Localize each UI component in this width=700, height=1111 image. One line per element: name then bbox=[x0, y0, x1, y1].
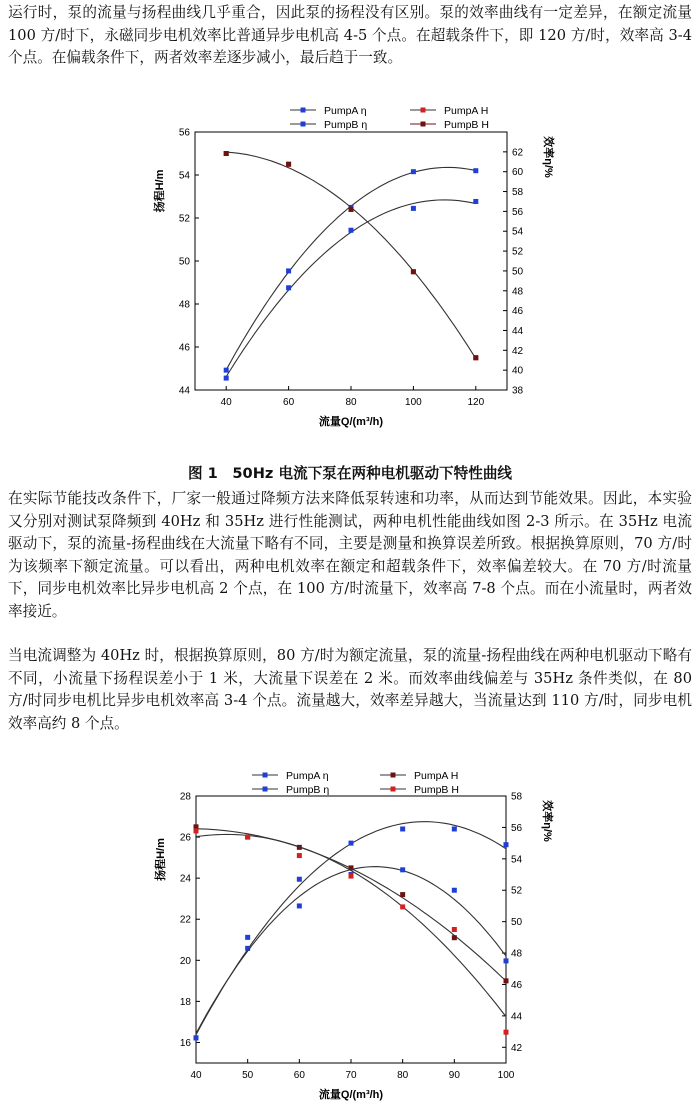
y2-tick-label: 50 bbox=[512, 266, 524, 278]
y2-axis-label: 效率η/% bbox=[541, 800, 553, 842]
data-point bbox=[194, 1035, 199, 1040]
legend-label: PumpA H bbox=[444, 105, 489, 117]
legend-swatch-marker bbox=[391, 787, 396, 792]
data-point bbox=[194, 828, 199, 833]
legend-swatch-marker bbox=[301, 108, 306, 113]
data-point bbox=[286, 162, 291, 167]
series-curve bbox=[226, 200, 476, 377]
legend-swatch-marker bbox=[301, 122, 306, 127]
x-axis-label: 流量Q/(m³/h) bbox=[318, 1089, 384, 1101]
data-point bbox=[411, 169, 416, 174]
data-point bbox=[452, 927, 457, 932]
y-tick-label: 16 bbox=[179, 1037, 191, 1049]
data-point bbox=[411, 206, 416, 211]
data-point bbox=[297, 903, 302, 908]
y-axis-label: 扬程H/m bbox=[154, 169, 166, 213]
data-point bbox=[224, 376, 229, 381]
legend-swatch-marker bbox=[421, 108, 426, 113]
data-point bbox=[473, 199, 478, 204]
plot-frame bbox=[196, 796, 506, 1063]
figure-2 bbox=[0, 758, 700, 1111]
data-point bbox=[245, 835, 250, 840]
y2-tick-label: 38 bbox=[512, 385, 524, 397]
y-tick-label: 26 bbox=[179, 832, 191, 844]
data-point bbox=[452, 888, 457, 893]
data-point bbox=[400, 867, 405, 872]
paragraph-1: 运行时，泵的流量与扬程曲线几乎重合，因此泵的扬程没有区别。泵的效率曲线有一定差异，在额定流量 100 方/时下，永磁同步电机效率比普通异步电机高 4-5 个点。在超载条件下，即 120 方/时，效率高 3-4 个点。在偏载条件下，两者效率差逐步减小，最后趋于一致。 bbox=[8, 4, 692, 66]
paragraph-3: 当电流调整为 40Hz 时，根据换算原则，80 方/时为额定流量，泵的流量-扬程曲线在两种电机驱动下略有不同，小流量下扬程误差小于 1 米，大流量下误差在 2 米。而效率曲线偏差与 35Hz 条件类似，在 80 方/时同步电机比异步电机效率高 3-4 个点。流量越大，效率差异越大，当流量达到 110 方/时，同步电机效率高约 8 个点。 bbox=[8, 647, 692, 732]
legend-label: PumpB H bbox=[414, 784, 459, 796]
paragraph-2: 在实际节能技改条件下，厂家一般通过降频方法来降低泵转速和功率，从而达到节能效果。因此，本实验又分别对测试泵降频到 40Hz 和 35Hz 进行性能测试，两种电机性能曲线如图 2-3 所示。在 35Hz 电流驱动下，泵的流量-扬程曲线在大流量下略有不同，主要是测量和换算误差所致。根据换算原则，70 方/时为该频率下额定流量。可以看出，两种电机效率在额定和超载条件下，效率偏差较大。在 70 方/时流量下，同步电机效率比异步电机高 2 个点，在 100 方/时流量下，效率高 7-8 个点。而在小流量时，两者效率接近。 bbox=[8, 490, 692, 620]
y2-axis-label: 效率η/% bbox=[542, 136, 554, 178]
y-tick-label: 48 bbox=[178, 299, 190, 311]
y2-tick-label: 50 bbox=[511, 917, 523, 929]
y2-tick-label: 54 bbox=[511, 854, 523, 866]
data-point bbox=[297, 877, 302, 882]
data-point bbox=[224, 151, 229, 156]
y-tick-label: 44 bbox=[178, 385, 190, 397]
data-point bbox=[349, 207, 354, 212]
chart-40hz-35hz bbox=[0, 758, 700, 1107]
data-point bbox=[400, 904, 405, 909]
x-tick-label: 50 bbox=[242, 1070, 254, 1081]
data-point bbox=[349, 874, 354, 879]
data-point bbox=[504, 958, 509, 963]
legend-swatch-marker bbox=[263, 787, 268, 792]
data-point bbox=[452, 826, 457, 831]
legend-label: PumpB H bbox=[444, 119, 489, 131]
y2-tick-label: 48 bbox=[511, 948, 523, 960]
y2-tick-label: 42 bbox=[511, 1042, 523, 1054]
y-tick-label: 20 bbox=[179, 955, 191, 967]
legend-label: PumpB η bbox=[286, 784, 330, 796]
data-point bbox=[224, 368, 229, 373]
x-tick-label: 60 bbox=[293, 1070, 305, 1081]
y-axis-label: 扬程H/m bbox=[155, 838, 167, 881]
legend-swatch-marker bbox=[421, 122, 426, 127]
data-point bbox=[473, 355, 478, 360]
y2-tick-label: 54 bbox=[512, 226, 524, 238]
x-axis-label: 流量Q/(m³/h) bbox=[318, 416, 384, 428]
x-tick-label: 40 bbox=[220, 397, 232, 408]
y-tick-label: 50 bbox=[178, 256, 190, 268]
x-tick-label: 40 bbox=[190, 1070, 202, 1081]
y2-tick-label: 46 bbox=[512, 306, 524, 318]
y-tick-label: 46 bbox=[178, 342, 190, 354]
data-point bbox=[504, 1030, 509, 1035]
x-tick-label: 60 bbox=[283, 397, 295, 408]
legend-label: PumpA η bbox=[324, 105, 367, 117]
y-tick-label: 18 bbox=[179, 996, 191, 1008]
data-point bbox=[400, 892, 405, 897]
legend-label: PumpA η bbox=[286, 770, 329, 782]
x-tick-label: 90 bbox=[448, 1070, 460, 1081]
y2-tick-label: 58 bbox=[512, 187, 524, 199]
data-point bbox=[286, 285, 291, 290]
y2-tick-label: 42 bbox=[512, 345, 524, 357]
y-tick-label: 52 bbox=[178, 213, 190, 225]
y2-tick-label: 56 bbox=[511, 822, 523, 834]
data-point bbox=[297, 853, 302, 858]
data-point bbox=[349, 228, 354, 233]
y2-tick-label: 46 bbox=[511, 979, 523, 991]
data-point bbox=[452, 935, 457, 940]
x-tick-label: 120 bbox=[467, 397, 485, 408]
legend-swatch-marker bbox=[391, 773, 396, 778]
y2-tick-label: 60 bbox=[512, 167, 524, 179]
x-tick-label: 80 bbox=[397, 1070, 409, 1081]
y2-tick-label: 56 bbox=[512, 206, 524, 218]
legend-label: PumpB η bbox=[324, 119, 368, 131]
x-tick-label: 100 bbox=[405, 397, 422, 408]
legend-label: PumpA H bbox=[414, 770, 459, 782]
data-point bbox=[473, 168, 478, 173]
data-point bbox=[400, 826, 405, 831]
y2-tick-label: 58 bbox=[511, 791, 523, 803]
series-curve bbox=[196, 867, 506, 1034]
data-point bbox=[411, 269, 416, 274]
data-point bbox=[504, 842, 509, 847]
x-tick-label: 100 bbox=[497, 1070, 515, 1081]
y-tick-label: 24 bbox=[179, 873, 191, 885]
legend-swatch-marker bbox=[263, 773, 268, 778]
y2-tick-label: 52 bbox=[512, 246, 524, 258]
series-curve bbox=[226, 167, 476, 369]
y-tick-label: 22 bbox=[179, 914, 191, 926]
series-curve bbox=[196, 834, 506, 1016]
y2-tick-label: 44 bbox=[512, 325, 524, 337]
y2-tick-label: 40 bbox=[512, 365, 524, 377]
data-point bbox=[504, 978, 509, 983]
series-curve bbox=[226, 152, 476, 358]
data-point bbox=[349, 841, 354, 846]
y2-tick-label: 62 bbox=[512, 147, 524, 159]
y-tick-label: 54 bbox=[178, 170, 190, 182]
figure-1-caption: 图 1 50Hz 电流下泵在两种电机驱动下特性曲线 bbox=[187, 465, 513, 482]
y-tick-label: 28 bbox=[179, 791, 191, 803]
y2-tick-label: 52 bbox=[511, 885, 523, 897]
data-point bbox=[286, 268, 291, 273]
figure-1 bbox=[0, 84, 700, 458]
y2-tick-label: 48 bbox=[512, 286, 524, 298]
x-tick-label: 70 bbox=[345, 1070, 357, 1081]
x-tick-label: 80 bbox=[345, 397, 357, 408]
series-curve bbox=[196, 822, 506, 1035]
y-tick-label: 56 bbox=[178, 127, 190, 139]
y2-tick-label: 44 bbox=[511, 1011, 523, 1023]
data-point bbox=[245, 935, 250, 940]
chart-50hz bbox=[0, 84, 700, 454]
